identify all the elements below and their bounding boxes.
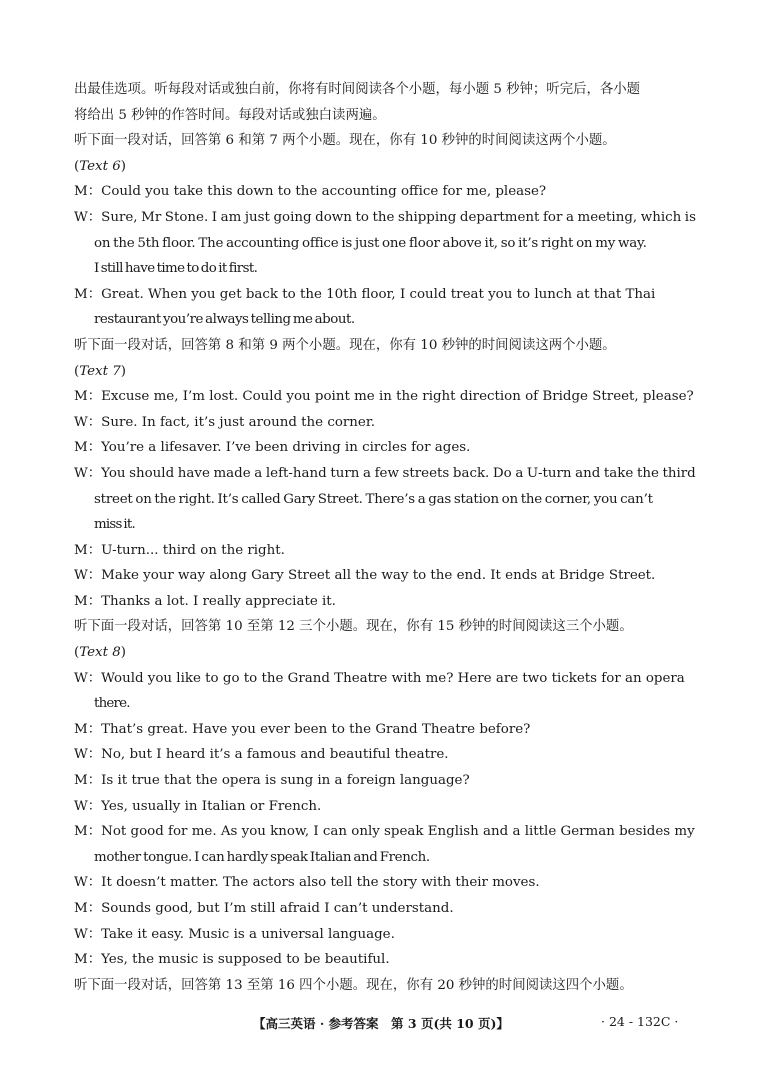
final-instruction: 听下面一段对话，回答第 13 至第 16 四个小题。现在，你有 20 秒钟的时间阅读这四个小题。 bbox=[74, 977, 633, 993]
text-label-name: Text 7 bbox=[79, 363, 121, 379]
dialogue-sections bbox=[74, 128, 696, 973]
section-instruction: 听下面一段对话，回答第 6 和第 7 两个小题。现在，你有 10 秒钟的时间阅读这两个小题。 bbox=[74, 133, 616, 149]
dialogue-turn bbox=[74, 461, 696, 538]
dialogue-line: M：Could you take this down to the accounting office for me, please? bbox=[74, 184, 547, 200]
dialogue-line: W：Sure. In fact, it’s just around the corner. bbox=[74, 414, 376, 430]
dialogue-turn bbox=[74, 538, 696, 564]
dialogue-turn bbox=[74, 896, 696, 922]
dialogue-line: M：Great. When you get back to the 10th floor, I could treat you to lunch at that Thai bbox=[74, 286, 656, 302]
dialogue-line: M：Not good for me. As you know, I can only speak English and a little German besides my bbox=[74, 824, 695, 840]
dialogue-line: W：You should have made a left-hand turn a few streets back. Do a U-turn and take the third bbox=[74, 465, 696, 481]
dialogue-continuation: restaurant you’re always telling me about. bbox=[94, 312, 355, 328]
dialogue-line: W：Sure, Mr Stone. I am just going down to the shipping department for a meeting, which is bbox=[74, 209, 696, 225]
section-instruction: 听下面一段对话，回答第 8 和第 9 两个小题。现在，你有 10 秒钟的时间阅读这两个小题。 bbox=[74, 337, 616, 353]
document-body bbox=[74, 77, 696, 998]
dialogue-line: W：Would you like to go to the Grand Theatre with me? Here are two tickets for an opera bbox=[74, 670, 685, 686]
section-instruction: 听下面一段对话，回答第 10 至第 12 三个小题。现在，你有 15 秒钟的时间阅读这三个小题。 bbox=[74, 619, 633, 635]
dialogue-continuation: mother tongue. I can hardly speak Italian and French. bbox=[94, 849, 430, 865]
dialogue-line: M：Is it true that the opera is sung in a foreign language? bbox=[74, 773, 470, 789]
intro-line-1: 出最佳选项。听每段对话或独白前，你将有时间阅读各个小题，每小题 5 秒钟；听完后，各小题 bbox=[74, 82, 641, 97]
text-label: (Text 6) bbox=[74, 158, 126, 174]
dialogue-turn bbox=[74, 742, 696, 768]
dialogue-turn bbox=[74, 794, 696, 820]
dialogue-turn bbox=[74, 205, 696, 282]
dialogue-turn bbox=[74, 589, 696, 615]
dialogue-line: W：Yes, usually in Italian or French. bbox=[74, 798, 322, 814]
footer-code: · 24 - 132C · bbox=[601, 1014, 679, 1029]
dialogue-line: M：You’re a lifesaver. I’ve been driving in circles for ages. bbox=[74, 440, 471, 456]
dialogue-continuation: on the 5th floor. The accounting office is just one floor above it, so it’s right on my way. bbox=[94, 235, 647, 251]
text-label: (Text 7) bbox=[74, 363, 126, 379]
dialogue-continuation: there. bbox=[94, 696, 130, 712]
dialogue-line: M：Sounds good, but I’m still afraid I can’t understand. bbox=[74, 901, 454, 916]
dialogue-turn bbox=[74, 768, 696, 794]
dialogue-line: M：Yes, the music is supposed to be beautiful. bbox=[74, 952, 390, 968]
dialogue-turn bbox=[74, 435, 696, 461]
dialogue-line: W：Take it easy. Music is a universal language. bbox=[74, 926, 395, 942]
dialogue-turn bbox=[74, 819, 696, 870]
dialogue-turn bbox=[74, 922, 696, 948]
footer-page-info: 【高三英语 · 参考答案 第 3 页(共 10 页)】 bbox=[253, 1016, 509, 1031]
dialogue-line: M：Excuse me, I’m lost. Could you point me in the right direction of Bridge Street, please? bbox=[74, 389, 694, 405]
dialogue-line: M：That’s great. Have you ever been to the Grand Theatre before? bbox=[74, 721, 531, 737]
dialogue-turn bbox=[74, 870, 696, 896]
dialogue-continuation: miss it. bbox=[94, 517, 135, 533]
dialogue-line: M：U-turn... third on the right. bbox=[74, 542, 285, 558]
dialogue-turn bbox=[74, 179, 696, 205]
dialogue-line: W：Make your way along Gary Street all the way to the end. It ends at Bridge Street. bbox=[74, 568, 656, 584]
dialogue-turn bbox=[74, 563, 696, 589]
intro-line-2: 将给出 5 秒钟的作答时间。每段对话或独白读两遍。 bbox=[74, 107, 386, 123]
dialogue-turn bbox=[74, 384, 696, 410]
dialogue-turn bbox=[74, 410, 696, 436]
dialogue-continuation: I still have time to do it first. bbox=[94, 261, 258, 277]
dialogue-turn bbox=[74, 666, 696, 717]
page-footer bbox=[0, 1014, 764, 1036]
dialogue-turn bbox=[74, 282, 696, 333]
dialogue-line: W：No, but I heard it’s a famous and beautiful theatre. bbox=[74, 747, 449, 763]
dialogue-line: W：It doesn’t matter. The actors also tell the story with their moves. bbox=[74, 875, 540, 891]
text-label-name: Text 8 bbox=[79, 645, 121, 661]
dialogue-continuation: street on the right. It’s called Gary Street. There’s a gas station on the corner, you can’t bbox=[94, 491, 653, 507]
dialogue-turn bbox=[74, 947, 696, 973]
dialogue-turn bbox=[74, 717, 696, 743]
text-label-name: Text 6 bbox=[79, 158, 121, 174]
dialogue-line: M：Thanks a lot. I really appreciate it. bbox=[74, 593, 336, 609]
text-label: (Text 8) bbox=[74, 645, 126, 661]
